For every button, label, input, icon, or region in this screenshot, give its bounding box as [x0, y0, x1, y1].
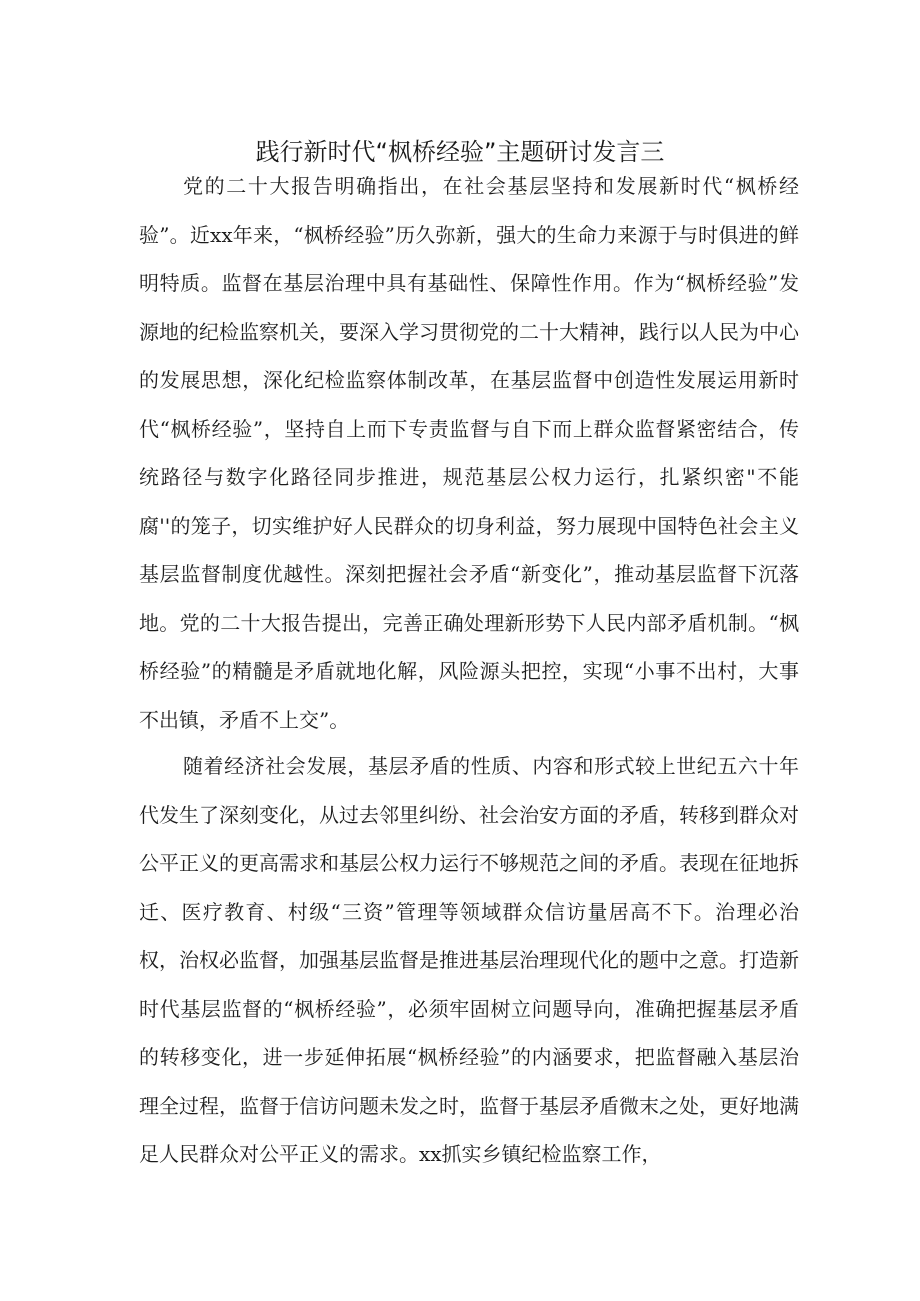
paragraph-1: 党的二十大报告明确指出，在社会基层坚持和发展新时代“枫桥经验”。近xx年来，“枫桥经验”历久弥新，强大的生命力来源于与时俱进的鲜明特质。监督在基层治理中具有基础性、保障性作用。作为“枫桥经验”发源地的纪检监察机关，要深入学习贯彻党的二十大精神，践行以人民为中心的发展思想，深化纪检监察体制改革，在基层监督中创造性发展运用新时代“枫桥经验”，坚持自上而下专责监督与自下而上群众监督紧密结合，传统路径与数字化路径同步推进，规范基层公权力运行，扎紧织密"不能腐''的笼子，切实维护好人民群众的切身利益，努力展现中国特色社会主义基层监督制度优越性。深刻把握社会矛盾“新变化”，推动基层监督下沉落地。党的二十大报告提出，完善正确处理新形势下人民内部矛盾机制。“枫桥经验”的精髓是矛盾就地化解，风险源头把控，实现“小事不出村，大事不出镇，矛盾不上交”。: [139, 174, 799, 732]
paragraph-2: 随着经济社会发展，基层矛盾的性质、内容和形式较上世纪五六十年代发生了深刻变化，从过去邻里纠纷、社会治安方面的矛盾，转移到群众对公平正义的更高需求和基层公权力运行不够规范之间的矛盾。表现在征地拆迁、医疗教育、村级“三资”管理等领域群众信访量居高不下。治理必治权，治权必监督，加强基层监督是推进基层治理现代化的题中之意。打造新时代基层监督的“枫桥经验”，必须牢固树立问题导向，准确把握基层矛盾的转移变化，进一步延伸拓展“枫桥经验”的内涵要求，把监督融入基层治理全过程，监督于信访问题未发之时，监督于基层矛盾微末之处，更好地满足人民群众对公平正义的需求。xx抓实乡镇纪检监察工作，: [139, 754, 799, 1166]
document-title: 践行新时代“枫桥经验”主题研讨发言三: [255, 138, 665, 167]
